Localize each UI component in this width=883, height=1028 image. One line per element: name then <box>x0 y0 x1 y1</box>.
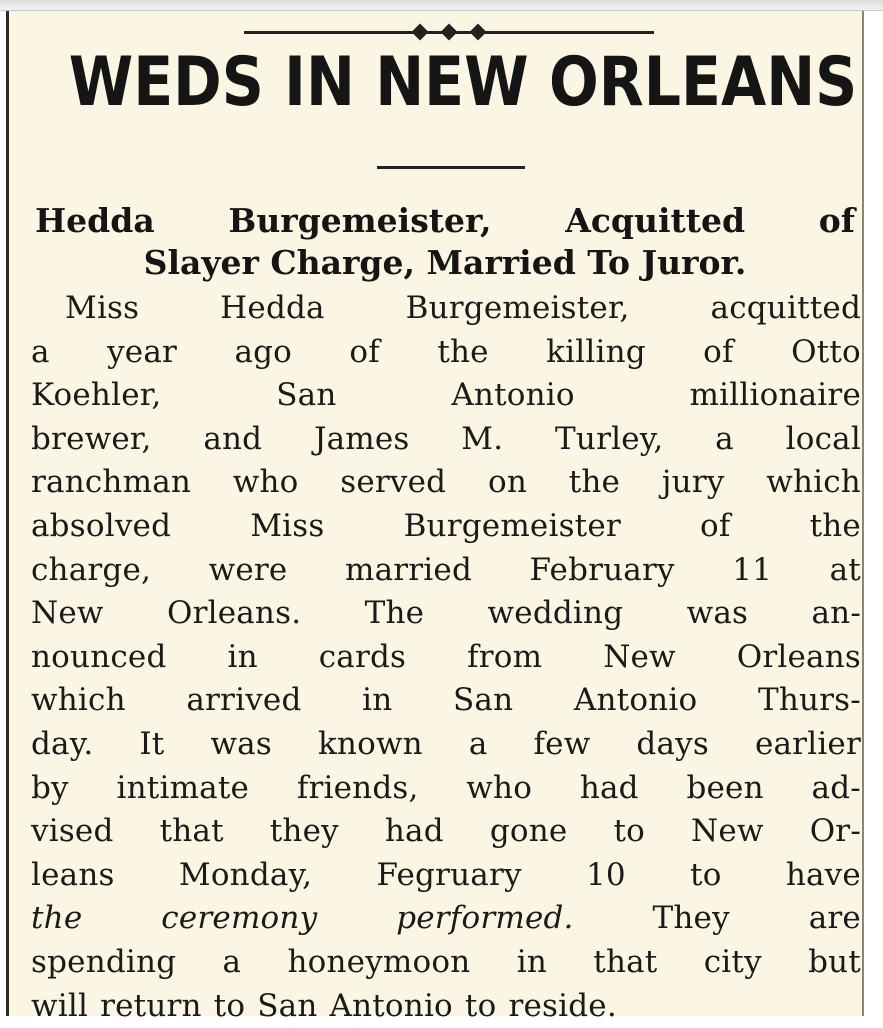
viewer-top-strip <box>0 0 883 11</box>
body-line <box>31 767 861 811</box>
body-word: and <box>203 418 262 462</box>
body-word: New <box>603 636 676 680</box>
deck-word: Hedda <box>35 199 155 243</box>
body-word: jury <box>662 461 725 505</box>
body-word: the <box>810 505 861 549</box>
body-word: San <box>276 374 336 418</box>
body-word: was <box>210 723 272 767</box>
body-line <box>31 592 861 636</box>
body-word: had <box>385 810 444 854</box>
body-word: an- <box>811 592 861 636</box>
body-word: the <box>31 897 82 941</box>
body-word: that <box>593 941 657 985</box>
body-word: February <box>530 549 675 593</box>
body-line <box>31 679 861 723</box>
body-word: few <box>533 723 590 767</box>
rule-ornament <box>414 25 484 39</box>
body-word: at <box>830 549 861 593</box>
body-word: Miss <box>250 505 324 549</box>
body-word: they <box>270 810 339 854</box>
body-word: to <box>214 985 246 1028</box>
body-word: Antonio <box>574 679 697 723</box>
body-word: M. <box>461 418 503 462</box>
body-word: Antonio <box>451 374 574 418</box>
body-word: New <box>31 592 104 636</box>
body-word: are <box>809 897 861 941</box>
body-line <box>31 985 861 1028</box>
body-word: to <box>613 810 645 854</box>
body-word: Koehler, <box>31 374 161 418</box>
body-word: day. <box>31 723 93 767</box>
body-word: which <box>31 679 126 723</box>
body-word: ad- <box>812 767 861 811</box>
body-word: spending <box>31 941 176 985</box>
body-word: year <box>107 331 177 375</box>
body-line <box>31 810 861 854</box>
body-word: brewer, <box>31 418 152 462</box>
body-word: to <box>690 854 722 898</box>
body-word: ranchman <box>31 461 191 505</box>
body-word: city <box>704 941 762 985</box>
body-word: New <box>691 810 764 854</box>
body-word: ago <box>234 331 292 375</box>
body-word: Monday, <box>179 854 312 898</box>
body-word: millionaire <box>690 374 861 418</box>
body-word: that <box>160 810 224 854</box>
body-word: vised <box>31 810 114 854</box>
body-word: in <box>227 636 257 680</box>
body-word: They <box>653 897 730 941</box>
body-word: will <box>31 985 88 1028</box>
subheadline-line-1 <box>35 199 855 243</box>
body-word: on <box>488 461 527 505</box>
body-word: Hedda <box>220 287 325 331</box>
body-word: served <box>340 461 446 505</box>
body-word: charge, <box>31 549 151 593</box>
body-line <box>31 723 861 767</box>
body-word: in <box>362 679 392 723</box>
deck-word: Burgemeister, <box>228 199 491 243</box>
body-word: the <box>569 461 620 505</box>
body-word: honeymoon <box>287 941 470 985</box>
body-word: gone <box>490 810 568 854</box>
body-line <box>31 418 861 462</box>
deck-word: Acquitted <box>565 199 745 243</box>
body-word: in <box>517 941 547 985</box>
body-word: ceremony <box>161 897 317 941</box>
body-word: 10 <box>586 854 626 898</box>
body-word: married <box>345 549 472 593</box>
body-word: known <box>318 723 423 767</box>
body-line <box>31 461 861 505</box>
deck-word: of <box>819 199 855 243</box>
body-line <box>31 897 861 941</box>
body-word: Turley, <box>555 418 663 462</box>
body-word: It <box>139 723 164 767</box>
body-word: cards <box>319 636 406 680</box>
body-word: Miss <box>65 287 139 331</box>
body-word: who <box>233 461 299 505</box>
body-word: San <box>453 679 513 723</box>
body-word: Fegruary <box>376 854 521 898</box>
body-word: of <box>349 331 380 375</box>
body-word: were <box>209 549 288 593</box>
body-word: the <box>437 331 488 375</box>
body-word: Thurs- <box>758 679 861 723</box>
article-body <box>31 287 861 1028</box>
body-word: was <box>687 592 749 636</box>
body-word: of <box>700 505 731 549</box>
body-word: Burgemeister, <box>406 287 630 331</box>
body-word: 11 <box>732 549 772 593</box>
body-word: reside. <box>508 985 616 1028</box>
headline: WEDS IN NEW ORLEANS <box>69 49 803 117</box>
body-line <box>31 287 861 331</box>
body-word: been <box>686 767 763 811</box>
body-word: Burgemeister <box>404 505 621 549</box>
body-word: performed. <box>396 897 573 941</box>
ornamental-rule <box>244 31 654 34</box>
body-word: Orleans <box>737 636 861 680</box>
body-word: a <box>31 331 50 375</box>
body-line <box>31 505 861 549</box>
body-word: return <box>100 985 202 1028</box>
body-word: from <box>467 636 542 680</box>
body-word: killing <box>546 331 646 375</box>
divider-rule <box>377 166 525 169</box>
body-word: absolved <box>31 505 171 549</box>
body-word: but <box>808 941 861 985</box>
body-word: a <box>223 941 242 985</box>
subheadline <box>35 199 855 285</box>
body-word: Orleans. <box>167 592 301 636</box>
body-word: Or- <box>810 810 861 854</box>
body-word: had <box>580 767 639 811</box>
body-word: intimate <box>117 767 250 811</box>
body-word: wedding <box>488 592 624 636</box>
body-word: have <box>786 854 861 898</box>
body-word: which <box>766 461 861 505</box>
subheadline-line-2: Slayer Charge, Married To Juror. <box>35 241 855 285</box>
body-line <box>31 549 861 593</box>
body-word: nounced <box>31 636 167 680</box>
body-word: arrived <box>186 679 301 723</box>
body-word: leans <box>31 854 115 898</box>
newspaper-clipping <box>6 11 864 1016</box>
body-word: who <box>466 767 532 811</box>
body-word: to <box>465 985 497 1028</box>
body-line <box>31 854 861 898</box>
body-word: earlier <box>755 723 861 767</box>
body-line <box>31 374 861 418</box>
body-word: a <box>715 418 734 462</box>
body-word: Otto <box>791 331 861 375</box>
body-line <box>31 636 861 680</box>
body-word: days <box>636 723 709 767</box>
body-word: San <box>257 985 317 1028</box>
body-word: friends, <box>297 767 419 811</box>
body-word: Antonio <box>330 985 453 1028</box>
body-word: James <box>314 418 410 462</box>
body-word: The <box>365 592 425 636</box>
body-line <box>31 941 861 985</box>
body-word: of <box>703 331 734 375</box>
body-line <box>31 331 861 375</box>
body-word: local <box>786 418 861 462</box>
body-word: a <box>469 723 488 767</box>
body-word: by <box>31 767 69 811</box>
body-word: acquitted <box>711 287 861 331</box>
